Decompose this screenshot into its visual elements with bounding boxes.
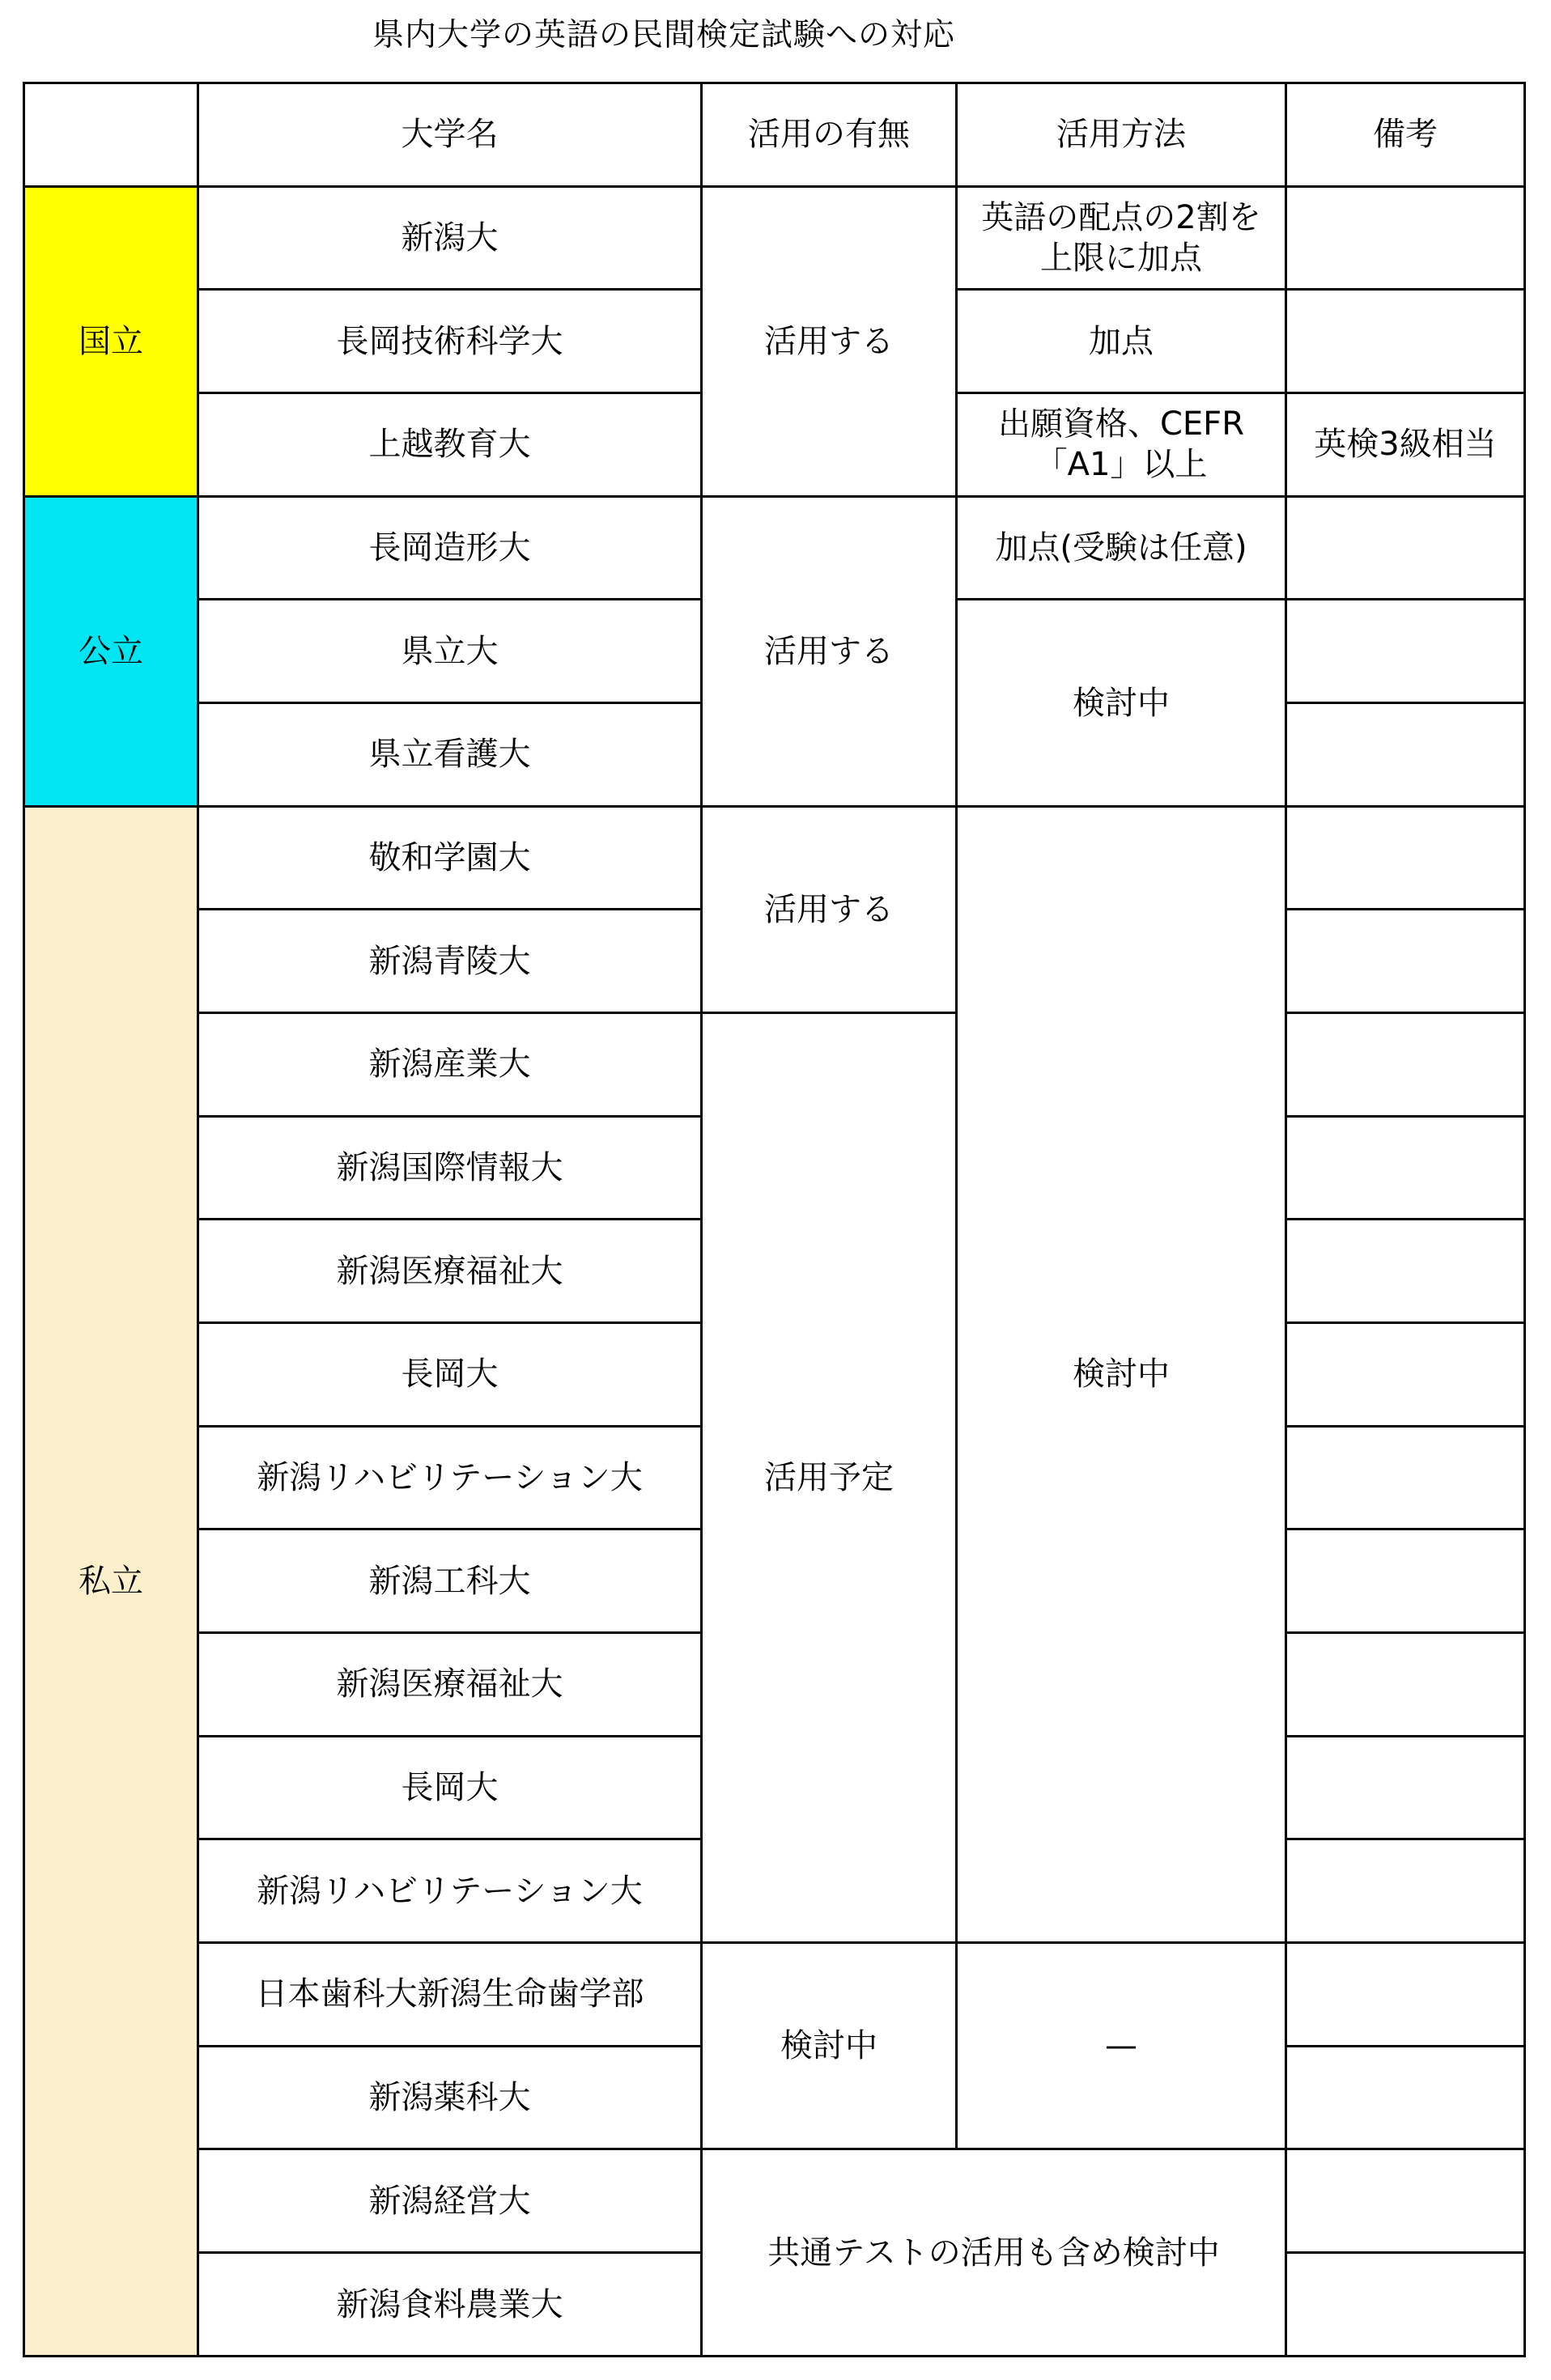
university-name: 新潟工科大 <box>198 1529 702 1633</box>
page-title: 県内大学の英語の民間検定試験への対応 <box>372 17 955 53</box>
table-row <box>24 806 1525 910</box>
notes-cell <box>1286 1323 1525 1427</box>
university-name: 新潟医療福祉大 <box>198 1633 702 1737</box>
table-row <box>24 496 1525 600</box>
usage-public: 活用する <box>702 496 957 806</box>
usage-national: 活用する <box>702 186 957 496</box>
header-university: 大学名 <box>198 83 702 187</box>
university-name: 新潟産業大 <box>198 1013 702 1117</box>
notes-cell <box>1286 496 1525 600</box>
university-name: 上越教育大 <box>198 393 702 497</box>
table-row <box>24 1013 1525 1117</box>
university-name: 新潟薬科大 <box>198 2046 702 2149</box>
method-joetsu-line-2: 「A1」以上 <box>1035 446 1208 484</box>
method-niigata <box>957 186 1286 290</box>
method-niigata-line-1: 英語の配点の2割を <box>981 199 1261 236</box>
notes-cell <box>1286 2046 1525 2149</box>
notes-cell <box>1286 186 1525 290</box>
university-name: 長岡技術科学大 <box>198 290 702 393</box>
university-name: 県立看護大 <box>198 703 702 807</box>
university-name: 新潟医療福祉大 <box>198 1220 702 1323</box>
method-nagaoka-tech: 加点 <box>957 290 1286 393</box>
notes-cell <box>1286 290 1525 393</box>
university-name: 新潟食料農業大 <box>198 2253 702 2357</box>
university-name: 長岡大 <box>198 1323 702 1427</box>
university-name: 新潟リハビリテーション大 <box>198 1426 702 1529</box>
notes-cell <box>1286 1013 1525 1117</box>
university-name: 長岡造形大 <box>198 496 702 600</box>
category-private: 私立 <box>24 806 198 2356</box>
notes-cell <box>1286 1220 1525 1323</box>
notes-cell <box>1286 1943 1525 2047</box>
table-row <box>24 1943 1525 2047</box>
notes-cell <box>1286 1529 1525 1633</box>
notes-cell <box>1286 806 1525 910</box>
university-name: 新潟大 <box>198 186 702 290</box>
university-name: 新潟国際情報大 <box>198 1116 702 1220</box>
header-notes: 備考 <box>1286 83 1525 187</box>
university-name: 新潟リハビリテーション大 <box>198 1839 702 1943</box>
notes-cell <box>1286 1426 1525 1529</box>
notes-cell <box>1286 2149 1525 2253</box>
notes-cell <box>1286 910 1525 1013</box>
university-name: 県立大 <box>198 600 702 703</box>
notes-cell <box>1286 1116 1525 1220</box>
notes-cell <box>1286 600 1525 703</box>
method-niigata-line-2: 上限に加点 <box>1040 240 1202 277</box>
notes-cell <box>1286 703 1525 807</box>
method-private-review: 検討中 <box>957 806 1286 1942</box>
university-name: 敬和学園大 <box>198 806 702 910</box>
category-national: 国立 <box>24 186 198 496</box>
university-name: 日本歯科大新潟生命歯学部 <box>198 1943 702 2047</box>
method-public-review: 検討中 <box>957 600 1286 806</box>
university-name: 長岡大 <box>198 1736 702 1839</box>
header-method: 活用方法 <box>957 83 1286 187</box>
method-joetsu <box>957 393 1286 497</box>
category-public: 公立 <box>24 496 198 806</box>
header-category <box>24 83 198 187</box>
usage-private-b: 活用予定 <box>702 1013 957 1943</box>
notes-joetsu: 英検3級相当 <box>1286 393 1525 497</box>
usage-private-d: 共通テストの活用も含め検討中 <box>702 2149 1286 2357</box>
table-row <box>24 2149 1525 2253</box>
notes-cell <box>1286 1633 1525 1737</box>
method-nagaoka-zokei: 加点(受験は任意) <box>957 496 1286 600</box>
notes-cell <box>1286 1839 1525 1943</box>
header-row <box>24 83 1525 187</box>
header-usage: 活用の有無 <box>702 83 957 187</box>
method-dash: — <box>957 1943 1286 2149</box>
university-name: 新潟経営大 <box>198 2149 702 2253</box>
notes-cell <box>1286 1736 1525 1839</box>
notes-cell <box>1286 2253 1525 2357</box>
usage-private-a: 活用する <box>702 806 957 1012</box>
university-name: 新潟青陵大 <box>198 910 702 1013</box>
method-joetsu-line-1: 出願資格、CEFR <box>997 405 1244 443</box>
table-row <box>24 186 1525 290</box>
university-response-table <box>23 82 1526 2357</box>
usage-private-c: 検討中 <box>702 1943 957 2149</box>
